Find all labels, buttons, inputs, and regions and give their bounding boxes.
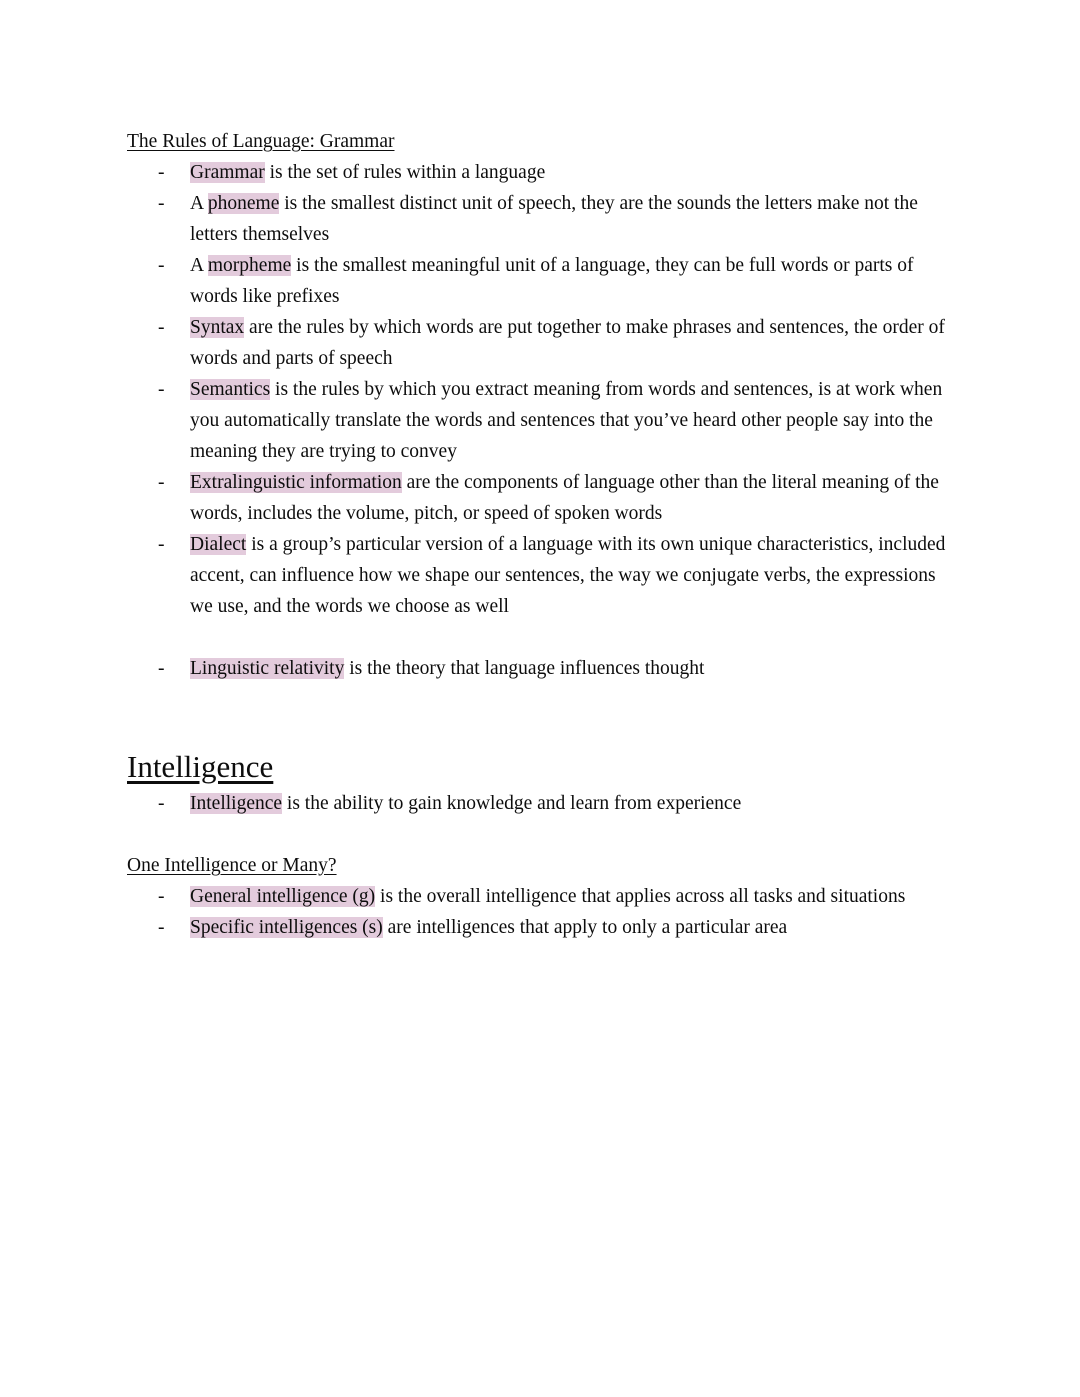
- bullet-item: [127, 653, 947, 684]
- bullet-text: [190, 157, 947, 188]
- highlighted-term: Intelligence: [190, 793, 283, 814]
- bullet-dash: -: [158, 658, 165, 679]
- highlighted-term: phoneme: [207, 193, 280, 214]
- text-segment: A: [190, 255, 208, 276]
- section-heading-one-intelligence-or-many: One Intelligence or Many?: [127, 855, 337, 876]
- highlighted-term: Semantics: [190, 379, 271, 400]
- bullet-item: [127, 529, 947, 622]
- bullet-item: [127, 881, 947, 912]
- bullet-text: [190, 653, 947, 684]
- bullet-item: [127, 374, 947, 467]
- highlighted-term: Specific intelligences (s): [190, 917, 383, 938]
- bullet-text: [190, 881, 947, 912]
- highlighted-term: Extralinguistic information: [190, 472, 402, 493]
- text-segment: is the ability to gain knowledge and learn from experience: [282, 793, 742, 814]
- bullet-text: [190, 250, 947, 312]
- bullet-dash: -: [158, 886, 165, 907]
- section-heading-grammar: The Rules of Language: Grammar: [127, 131, 395, 152]
- section-heading-intelligence: Intelligence: [127, 749, 274, 784]
- bullet-dash: -: [158, 534, 165, 555]
- bullet-dash: -: [158, 193, 165, 214]
- text-segment: are intelligences that apply to only a particular area: [382, 917, 788, 938]
- bullet-item: [127, 788, 947, 819]
- bullet-item: [127, 312, 947, 374]
- bullet-text: [190, 912, 947, 943]
- bullet-text: [190, 312, 947, 374]
- bullet-text: [190, 188, 947, 250]
- highlighted-term: morpheme: [207, 255, 292, 276]
- highlighted-term: General intelligence (g): [190, 886, 376, 907]
- bullet-text: [190, 788, 947, 819]
- text-segment: A: [190, 193, 208, 214]
- bullet-dash: -: [158, 317, 165, 338]
- bullet-item: [127, 188, 947, 250]
- bullet-dash: -: [158, 379, 165, 400]
- bullet-item: [127, 467, 947, 529]
- text-segment: is a group’s particular version of a language with its own unique characteristics, included accent, can influence how we shape our sentences, the way we conjugate verbs, the expressions we use, and the words we choose as well: [190, 534, 946, 617]
- highlighted-term: Dialect: [190, 534, 247, 555]
- text-segment: is the smallest distinct unit of speech, they are the sounds the letters make not the letters themselves: [190, 193, 918, 245]
- text-segment: are the components of language other than the literal meaning of the words, includes the volume, pitch, or speed of spoken words: [190, 472, 939, 524]
- bullet-dash: -: [158, 472, 165, 493]
- bullet-dash: -: [158, 793, 165, 814]
- bullet-dash: -: [158, 255, 165, 276]
- bullet-text: [190, 467, 947, 529]
- text-segment: are the rules by which words are put together to make phrases and sentences, the order of words and parts of speech: [190, 317, 945, 369]
- bullet-dash: -: [158, 162, 165, 183]
- bullet-item: [127, 157, 947, 188]
- highlighted-term: Grammar: [190, 162, 265, 183]
- text-segment: is the set of rules within a language: [264, 162, 546, 183]
- bullet-item: [127, 912, 947, 943]
- text-segment: is the theory that language influences thought: [344, 658, 705, 679]
- text-segment: is the rules by which you extract meaning from words and sentences, is at work when you automatically translate the words and sentences that you’ve heard other people say into the meaning they are trying to convey: [190, 379, 943, 462]
- text-segment: is the overall intelligence that applies across all tasks and situations: [375, 886, 906, 907]
- bullet-text: [190, 374, 947, 467]
- bullet-text: [190, 529, 947, 622]
- text-segment: is the smallest meaningful unit of a language, they can be full words or parts of words like prefixes: [190, 255, 914, 307]
- highlighted-term: Linguistic relativity: [190, 658, 345, 679]
- highlighted-term: Syntax: [190, 317, 245, 338]
- bullet-dash: -: [158, 917, 165, 938]
- bullet-item: [127, 250, 947, 312]
